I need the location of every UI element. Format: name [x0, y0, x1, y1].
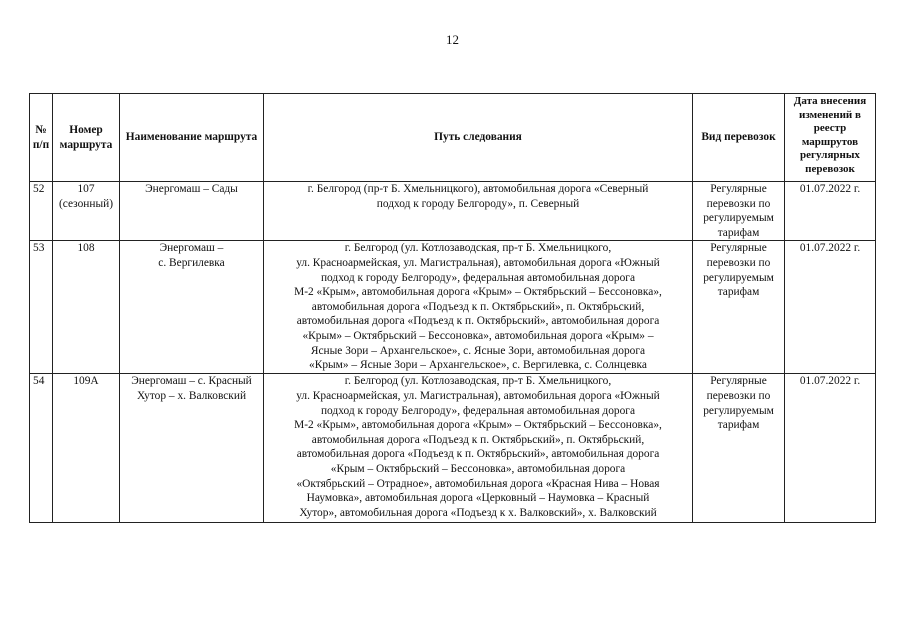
table-header-row	[30, 94, 876, 182]
header-num: № п/п	[30, 94, 53, 182]
header-change-date: Дата внесения изменений в реестр маршрутов регулярных перевозок	[785, 94, 876, 182]
cell-transport-type: Регулярные перевозки по регулируемым тарифам	[693, 241, 785, 374]
page-number: 12	[446, 32, 459, 47]
routes-table	[29, 93, 876, 523]
cell-num: 52	[30, 182, 53, 241]
header-transport-type: Вид перевозок	[693, 94, 785, 182]
table-row	[30, 374, 876, 523]
cell-path: г. Белгород (пр-т Б. Хмельницкого), автомобильная дорога «Северный подход к городу Белгороду», п. Северный	[264, 182, 693, 241]
cell-route-name: Энергомаш – с. Красный Хутор – х. Валковский	[120, 374, 264, 523]
cell-num: 53	[30, 241, 53, 374]
cell-change-date: 01.07.2022 г.	[785, 182, 876, 241]
cell-num: 54	[30, 374, 53, 523]
header-path: Путь следования	[264, 94, 693, 182]
cell-transport-type: Регулярные перевозки по регулируемым тарифам	[693, 182, 785, 241]
header-route-name: Наименование маршрута	[120, 94, 264, 182]
cell-route-number: 109А	[53, 374, 120, 523]
cell-route-number: 108	[53, 241, 120, 374]
cell-route-number: 107 (сезонный)	[53, 182, 120, 241]
cell-transport-type: Регулярные перевозки по регулируемым тарифам	[693, 374, 785, 523]
cell-route-name: Энергомаш – с. Вергилевка	[120, 241, 264, 374]
header-route-number: Номер маршрута	[53, 94, 120, 182]
cell-path: г. Белгород (ул. Котлозаводская, пр-т Б. Хмельницкого, ул. Красноармейская, ул. Магистральная), автомобильная дорога «Южный подход к городу Белгороду», федеральная автомобильная дорога М-2 «Крым», автомобильная дорога «Крым» – Октябрьский – Бессоновка», автомобильная дорога «Подъезд к п. Октябрьский», п. Октябрьский, автомобильная дорога «Подъезд к п. Октябрьский», автомобильная дорога «Крым – Октябрьский – Бессоновка», автомобильная дорога «Октябрьский – Отрадное», автомобильная дорога «Красная Нива – Новая Наумовка», автомобильная дорога «Церковный – Наумовка – Красный Хутор», автомобильная дорога «Подъезд к х. Валковский», х. Валковский	[264, 374, 693, 523]
cell-route-name: Энергомаш – Сады	[120, 182, 264, 241]
cell-path: г. Белгород (ул. Котлозаводская, пр-т Б. Хмельницкого, ул. Красноармейская, ул. Магистральная), автомобильная дорога «Южный подход к городу Белгороду», федеральная автомобильная дорога М-2 «Крым», автомобильная дорога «Крым» – Октябрьский – Бессоновка», автомобильная дорога «Подъезд к п. Октябрьский», п. Октябрьский, автомобильная дорога «Подъезд к п. Октябрьский», автомобильная дорога «Крым» – Октябрьский – Бессоновка», автомобильная дорога «Крым» – Ясные Зори – Архангельское», с. Ясные Зори, автомобильная дорога «Крым» – Ясные Зори – Архангельское», с. Вергилевка, с. Солнцевка	[264, 241, 693, 374]
cell-change-date: 01.07.2022 г.	[785, 374, 876, 523]
table-row	[30, 182, 876, 241]
cell-change-date: 01.07.2022 г.	[785, 241, 876, 374]
table-row	[30, 241, 876, 374]
